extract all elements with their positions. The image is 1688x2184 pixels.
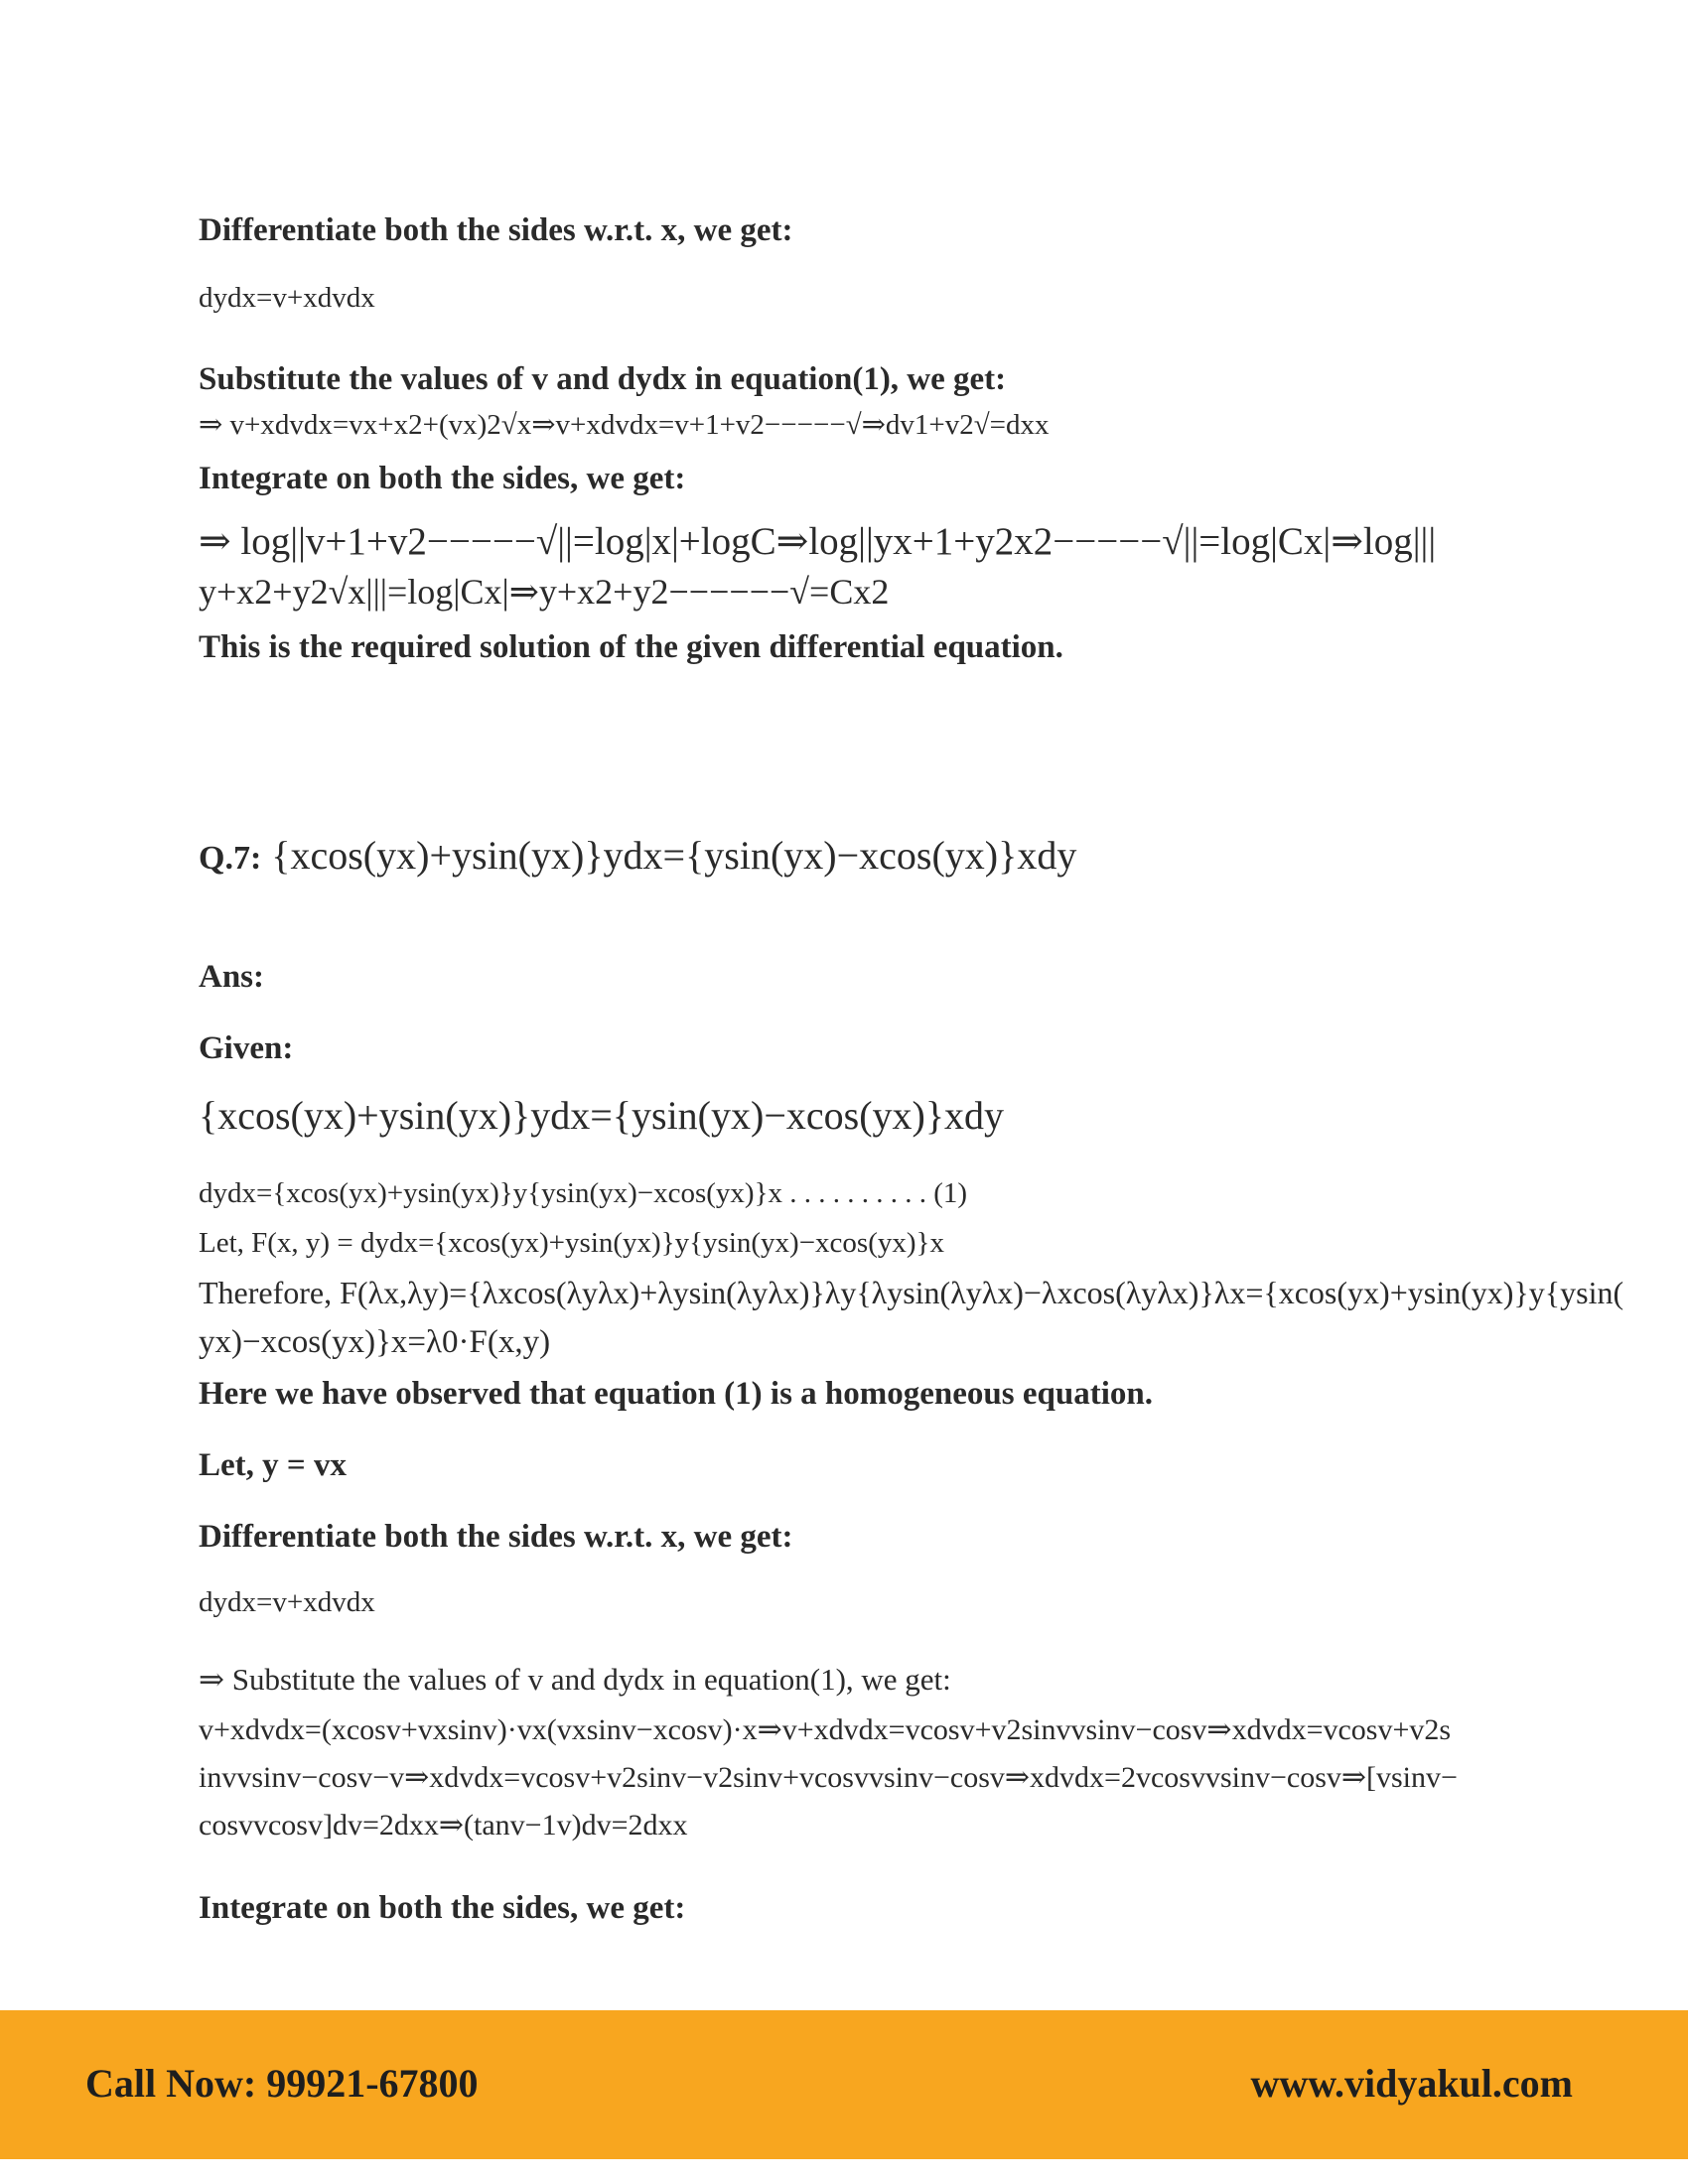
given-equation: {xcos(yx)+ysin(yx)}ydx={ysin(yx)−xcos(yx)}xdy xyxy=(199,1093,1005,1138)
therefore-line2: yx)−xcos(yx)}x=λ0·F(x,y) xyxy=(199,1324,551,1360)
subst-eq-1: ⇒ v+xdvdx=vx+x2+(vx)2√x⇒v+xdvdx=v+1+v2−−−−−√⇒dv1+v2√=dxx xyxy=(199,409,1050,441)
diff-heading-2: Differentiate both the sides w.r.t. x, we get: xyxy=(199,1519,793,1555)
footer-banner xyxy=(0,2010,1688,2159)
bottom-margin xyxy=(0,2159,1688,2184)
eq-dydx-1: dydx=v+xdvdx xyxy=(199,282,375,314)
eq-dydx-2: dydx=v+xdvdx xyxy=(199,1586,375,1618)
diff-heading-1: Differentiate both the sides w.r.t. x, we get: xyxy=(199,212,793,248)
call-now-phone[interactable]: Call Now: 99921-67800 xyxy=(85,2061,479,2106)
subst-eq-2-line2: invvsinv−cosv−v⇒xdvdx=vcosv+v2sinv−v2sinv+vcosvvsinv−cosv⇒xdvdx=2vcosvvsinv−cosv⇒[vsinv− xyxy=(199,1761,1458,1794)
homogeneous-text: Here we have observed that equation (1) is a homogeneous equation. xyxy=(199,1376,1153,1412)
equation-1-line: dydx={xcos(yx)+ysin(yx)}y{ysin(yx)−xcos(yx)}x . . . . . . . . . . (1) xyxy=(199,1177,968,1209)
let-y-line: Let, y = vx xyxy=(199,1447,347,1483)
given-label: Given: xyxy=(199,1030,294,1066)
log-eq-line1: ⇒ log||v+1+v2−−−−−√||=log|x|+logC⇒log||yx+1+y2x2−−−−−√||=log|Cx|⇒log||| xyxy=(199,520,1437,563)
integrate-heading-1: Integrate on both the sides, we get: xyxy=(199,461,686,496)
q7-equation: {xcos(yx)+ysin(yx)}ydx={ysin(yx)−xcos(yx)}xdy xyxy=(271,833,1077,878)
subst-eq-2-line1: v+xdvdx=(xcosv+vxsinv)·vx(vxsinv−xcosv)·x⇒v+xdvdx=vcosv+v2sinvvsinv−cosv⇒xdvdx=vcosv+v2s xyxy=(199,1713,1452,1746)
ans-label: Ans: xyxy=(199,959,265,995)
q7-question xyxy=(199,833,1077,878)
website-link[interactable]: www.vidyakul.com xyxy=(1250,2061,1573,2106)
subst-heading-1: Substitute the values of v and dydx in equation(1), we get: xyxy=(199,361,1007,397)
q7-label: Q.7: xyxy=(199,840,262,877)
integrate-heading-2: Integrate on both the sides, we get: xyxy=(199,1890,686,1926)
let-f-line: Let, F(x, y) = dydx={xcos(yx)+ysin(yx)}y{ysin(yx)−xcos(yx)}x xyxy=(199,1227,944,1259)
solution-text: This is the required solution of the given differential equation. xyxy=(199,629,1063,665)
subst-eq-2-line3: cosvvcosv]dv=2dxx⇒(tanv−1v)dv=2dxx xyxy=(199,1809,688,1842)
therefore-line1: Therefore, F(λx,λy)={λxcos(λyλx)+λysin(λyλx)}λy{λysin(λyλx)−λxcos(λyλx)}λx={xcos(yx)+ysin(yx)}y{ysin( xyxy=(199,1275,1624,1310)
subst-heading-2: ⇒ Substitute the values of v and dydx in equation(1), we get: xyxy=(199,1662,951,1697)
log-eq-line2: y+x2+y2√x|||=log|Cx|⇒y+x2+y2−−−−−−√=Cx2 xyxy=(199,572,890,612)
